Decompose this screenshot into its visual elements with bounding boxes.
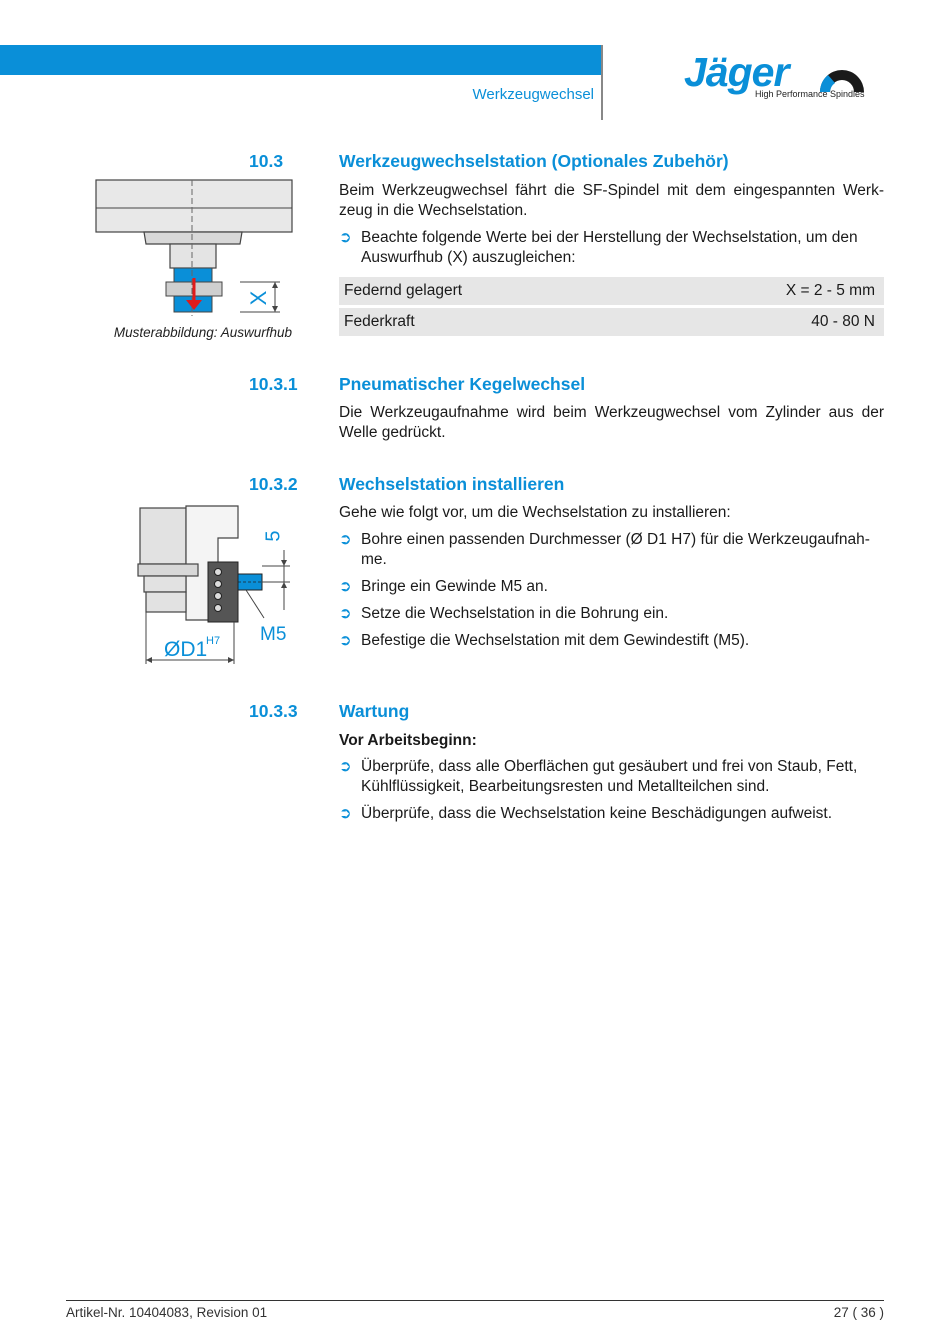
bullet-line-2: me. bbox=[361, 551, 387, 568]
figure-auswurfhub bbox=[90, 178, 300, 323]
intro-line-1: Beim Werkzeugwechsel fährt die SF-Spindel mit dem eingespannten Werk- bbox=[339, 182, 884, 199]
figure-diameter-label: ØD1 bbox=[164, 638, 208, 661]
header-divider bbox=[601, 45, 603, 120]
arrow-bullet-icon: ➲ bbox=[339, 805, 352, 822]
section-number-10-3-1: 10.3.1 bbox=[249, 374, 298, 394]
arrow-bullet-icon: ➲ bbox=[339, 229, 352, 246]
arrow-bullet-icon: ➲ bbox=[339, 531, 352, 548]
section-title-10-3: Werkzeugwechselstation (Optionales Zubehör) bbox=[339, 151, 729, 171]
section-number-10-3-2: 10.3.2 bbox=[249, 474, 298, 494]
figure-label-x: X bbox=[245, 290, 271, 306]
logo-wordmark: Jäger bbox=[684, 49, 789, 95]
bullet-line-1: Bohre einen passenden Durchmesser (Ø D1 H7) für die Werkzeugaufnah- bbox=[361, 531, 870, 548]
table-row bbox=[339, 277, 884, 305]
arrow-bullet-icon: ➲ bbox=[339, 578, 352, 595]
text-line-1: Die Werkzeugaufnahme wird beim Werkzeugwechsel vom Zylinder aus der bbox=[339, 404, 884, 421]
table-cell-value: X = 2 - 5 mm bbox=[785, 282, 875, 299]
table-cell-value: 40 - 80 N bbox=[811, 313, 875, 330]
table-cell-label: Federnd gelagert bbox=[344, 282, 463, 299]
table-row bbox=[339, 308, 884, 336]
intro-line-2: zeug in die Wechselstation. bbox=[339, 202, 528, 219]
footer-divider bbox=[66, 1300, 884, 1301]
text-line-2: Welle gedrückt. bbox=[339, 424, 446, 441]
bullet-10-3 bbox=[339, 228, 884, 268]
bullet-line-2: Auswurfhub (X) auszugleichen: bbox=[361, 249, 576, 266]
bullet-line-2: Kühlflüssigkeit, Bearbeitungsresten und Metallteilchen sind. bbox=[361, 778, 770, 795]
section-number-10-3-3: 10.3.3 bbox=[249, 701, 298, 721]
figure-tolerance-label: H7 bbox=[206, 635, 221, 647]
header-section-title: Werkzeugwechsel bbox=[472, 86, 594, 103]
section-10-3-3-subheading: Vor Arbeitsbeginn: bbox=[339, 732, 477, 749]
section-title-10-3-1: Pneumatischer Kegelwechsel bbox=[339, 374, 586, 394]
section-10-3-intro bbox=[339, 181, 884, 221]
arrow-bullet-icon: ➲ bbox=[339, 632, 352, 649]
bullet-10-3-2-4 bbox=[339, 631, 884, 651]
figure-dim-5: 5 bbox=[262, 530, 285, 542]
bullet-10-3-2-2 bbox=[339, 577, 884, 597]
logo-tagline: High Performance Spindles bbox=[755, 89, 865, 99]
header-accent-bar bbox=[0, 45, 602, 75]
bullet-10-3-2-3 bbox=[339, 604, 884, 624]
arrow-bullet-icon: ➲ bbox=[339, 758, 352, 775]
footer-article-number: Artikel-Nr. 10404083, Revision 01 bbox=[66, 1305, 268, 1320]
section-title-10-3-3: Wartung bbox=[339, 701, 410, 721]
bullet-10-3-2-1 bbox=[339, 530, 884, 570]
bullet-10-3-3-1 bbox=[339, 757, 884, 797]
table-cell-label: Federkraft bbox=[344, 313, 415, 330]
figure-caption: Musterabbildung: Auswurfhub bbox=[113, 325, 292, 340]
bullet-line-1: Beachte folgende Werte bei der Herstellung der Wechselstation, um den bbox=[361, 229, 858, 246]
section-10-3-1-text bbox=[339, 403, 884, 443]
section-title-10-3-2: Wechselstation installieren bbox=[339, 474, 565, 494]
bullet-text: Befestige die Wechselstation mit dem Gewindestift (M5). bbox=[361, 632, 750, 649]
figure-wechselstation bbox=[134, 500, 304, 675]
arrow-bullet-icon: ➲ bbox=[339, 605, 352, 622]
figure-thread-label: M5 bbox=[260, 624, 287, 645]
bullet-text: Überprüfe, dass die Wechselstation keine Beschädigungen aufweist. bbox=[361, 805, 833, 822]
section-10-3-2-intro: Gehe wie folgt vor, um die Wechselstation zu installieren: bbox=[339, 504, 731, 521]
bullet-text: Bringe ein Gewinde M5 an. bbox=[361, 578, 548, 595]
bullet-line-1: Überprüfe, dass alle Oberflächen gut gesäubert und frei von Staub, Fett, bbox=[361, 758, 858, 775]
section-number-10-3: 10.3 bbox=[249, 151, 284, 171]
bullet-text: Setze die Wechselstation in die Bohrung ein. bbox=[361, 605, 669, 622]
footer-page-number: 27 ( 36 ) bbox=[833, 1305, 884, 1320]
bullet-10-3-3-2 bbox=[339, 804, 884, 824]
